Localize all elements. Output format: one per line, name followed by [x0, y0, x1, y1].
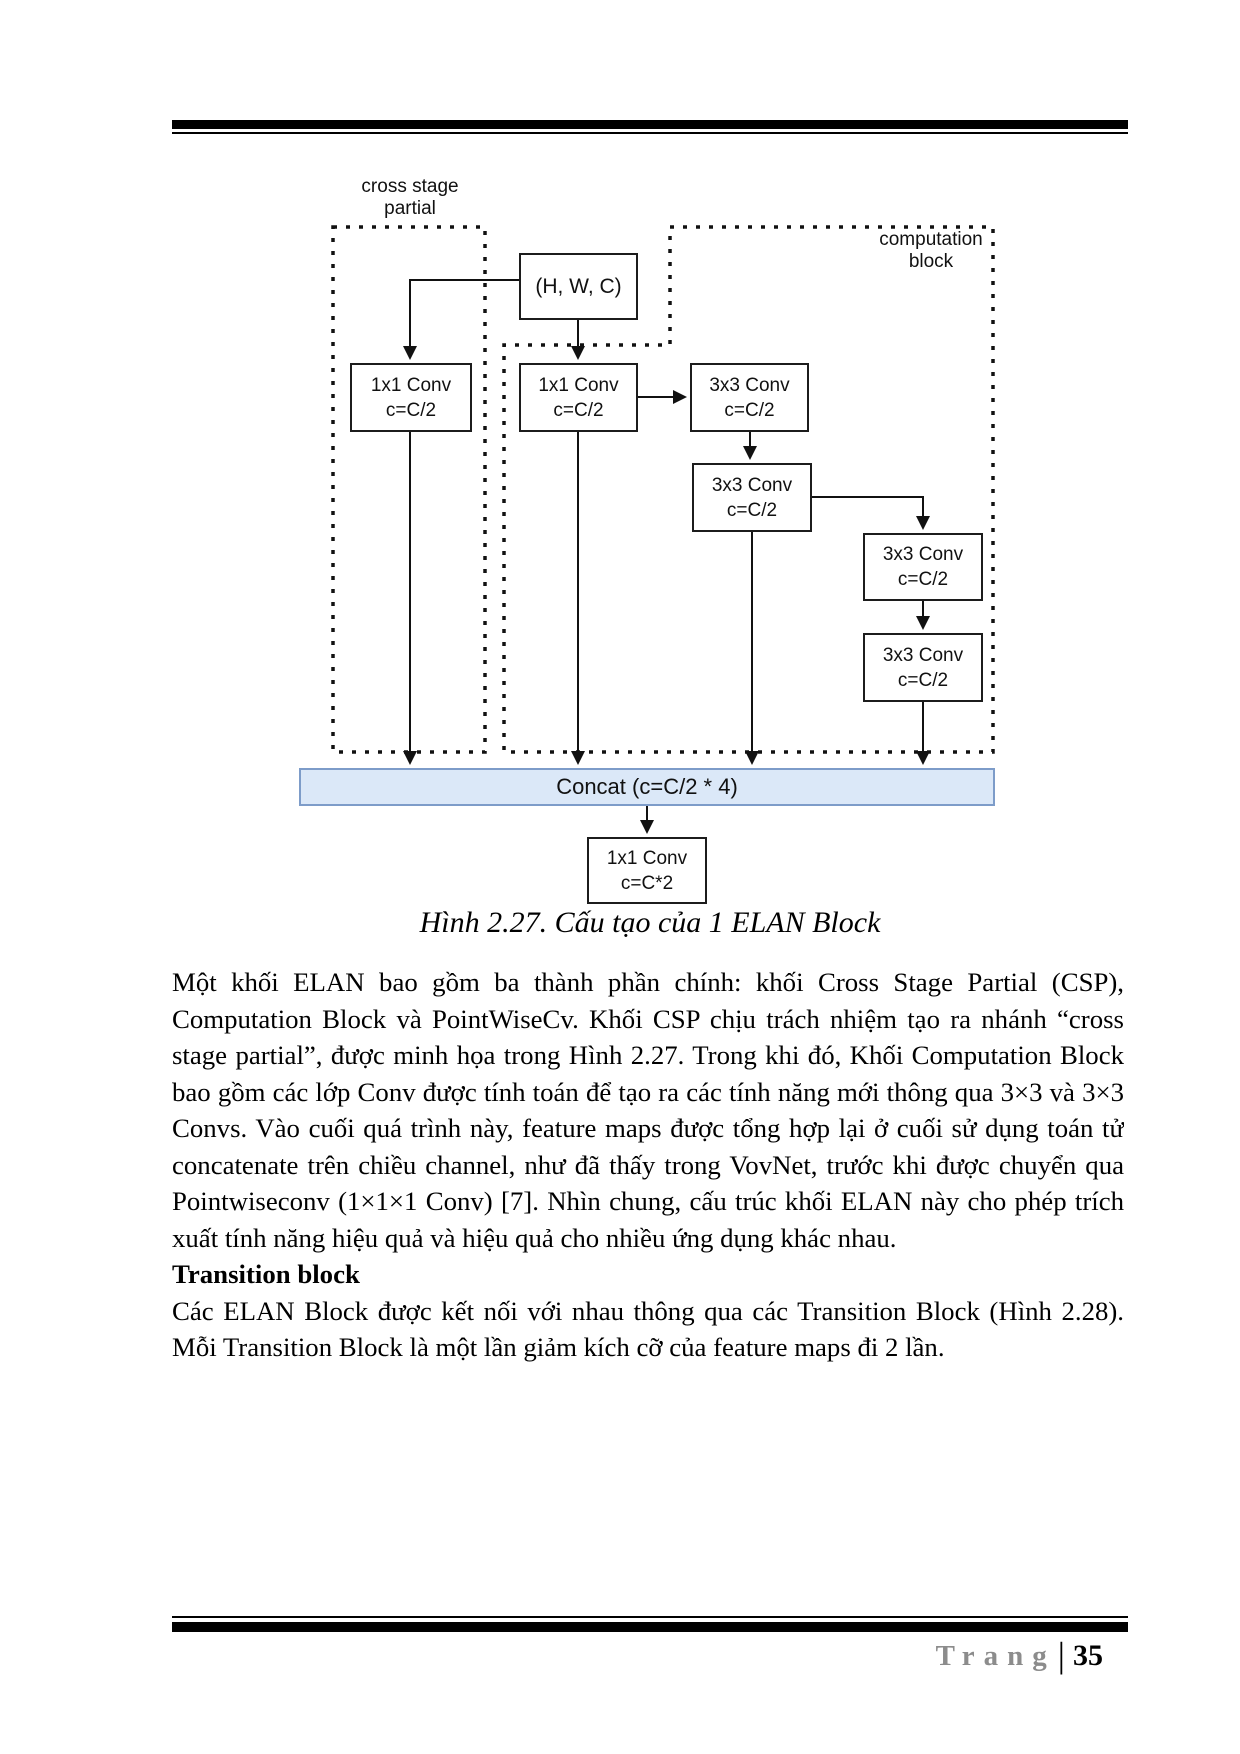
- paragraph2-line: Mỗi Transition Block là một lần giảm kích cỡ của feature maps đi 2 lần.: [172, 1332, 945, 1362]
- paragraph2-line: Các ELAN Block được kết nối với nhau thông qua các Transition Block (Hình 2.28).: [172, 1295, 1124, 1326]
- conv-box-1x1-output: [587, 837, 707, 904]
- cross-stage-partial-label-line2: partial: [384, 198, 436, 219]
- computation-block-label-line2: block: [908, 251, 954, 272]
- conv-box-1x1-mid: [519, 363, 638, 432]
- conv-box-channels: c=C/2: [897, 569, 949, 590]
- computation-block-label-line1: computation: [879, 229, 983, 250]
- conv-box-channels: c=C*2: [620, 872, 674, 894]
- conv-box-label: 1x1 Conv: [606, 847, 688, 869]
- paragraph1-line: xuất tính năng hiệu quả và hiệu quả cho nhiều ứng dụng khác nhau.: [172, 1222, 897, 1253]
- concat-label: Concat (c=C/2 * 4): [556, 774, 738, 799]
- footer-rule-thin: [172, 1616, 1128, 1618]
- body-text: [172, 964, 1124, 1366]
- page-footer: [172, 1636, 1103, 1678]
- concat-bar: [299, 768, 995, 806]
- conv-box-label: 1x1 Conv: [370, 374, 452, 396]
- paragraph1-line: Convs. Vào cuối quá trình này, feature maps được tổng hợp lại ở cuối sử dụng toán tử: [172, 1113, 1124, 1143]
- footer-rule-thick: [172, 1622, 1128, 1632]
- conv-box-3x3-4: [863, 633, 983, 702]
- paragraph1-line: Một khối ELAN bao gồm ba thành phần chính: khối Cross Stage Partial (CSP),: [172, 967, 1124, 997]
- conv-box-channels: c=C/2: [726, 499, 778, 521]
- footer-separator: |: [1057, 1635, 1065, 1675]
- connector-3x3-2-to-3x3-3: [812, 497, 923, 528]
- conv-box-channels: c=C/2: [385, 399, 437, 421]
- footer-page-label: Trang: [935, 1640, 1056, 1672]
- paragraph1-line: Pointwiseconv (1×1×1 Conv) [7]. Nhìn chung, cấu trúc khối ELAN này cho phép trích: [172, 1186, 1124, 1216]
- transition-block-heading: Transition block: [172, 1259, 360, 1289]
- conv-box-channels: c=C/2: [724, 399, 775, 421]
- conv-box-label: 3x3 Conv: [711, 474, 793, 496]
- connector-lines: [410, 280, 923, 832]
- paragraph1-line: bao gồm các lớp Conv được tính toán để tạo ra các tính năng mới thông qua 3×3 và 3×3: [172, 1076, 1124, 1107]
- conv-box-label: 3x3 Conv: [882, 644, 964, 666]
- conv-box-1x1-left: [350, 363, 472, 432]
- computation-block-label: [872, 229, 990, 273]
- conv-box-3x3-1: [690, 363, 809, 432]
- paragraph1-line: stage partial”, được minh họa trong Hình 2.27. Trong khi đó, Khối Computation Block: [172, 1040, 1124, 1070]
- paragraph1-line: Computation Block và PointWiseCv. Khối CSP chịu trách nhiệm tạo ra nhánh “cross: [172, 1003, 1124, 1034]
- conv-box-label: 1x1 Conv: [538, 374, 619, 396]
- paragraph1-line: concatenate trên chiều channel, như đã thấy trong VovNet, trước khi được chuyển qua: [172, 1149, 1124, 1180]
- figure-caption: Hình 2.27. Cấu tạo của 1 ELAN Block: [419, 906, 881, 939]
- conv-box-3x3-3: [863, 533, 983, 601]
- conv-box-3x3-2: [692, 463, 812, 532]
- conv-box-label: 3x3 Conv: [882, 544, 964, 565]
- footer-page-number: 35: [1073, 1639, 1103, 1672]
- conv-box-label: 3x3 Conv: [709, 374, 790, 396]
- conv-box-channels: c=C/2: [897, 669, 949, 691]
- cross-stage-partial-label-line1: cross stage: [361, 176, 459, 197]
- cross-stage-partial-label: [330, 176, 490, 220]
- input-shape-box: [519, 253, 638, 320]
- conv-box-channels: c=C/2: [553, 399, 604, 421]
- input-shape-label: (H, W, C): [535, 275, 622, 298]
